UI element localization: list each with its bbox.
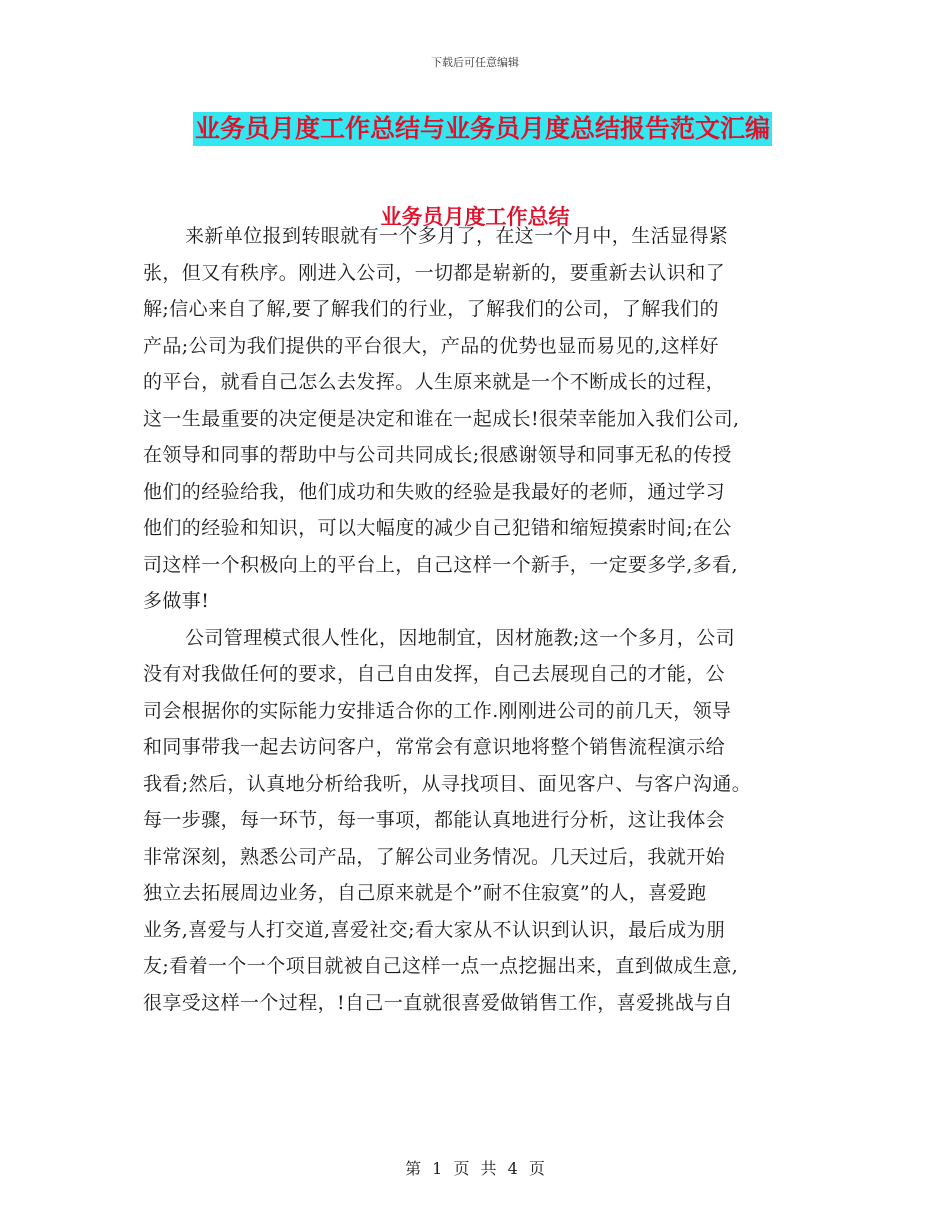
text-line: 每一步骤，每一环节，每一事项，都能认真地进行分析，这让我体会 — [143, 809, 726, 831]
text-line: 业务,喜爱与人打交道,喜爱社交;看大家从不认识到认识，最后成为朋 — [143, 918, 726, 941]
text-line: 多做事! — [143, 590, 210, 612]
text-line: 解;信心来自了解,要了解我们的行业，了解我们的公司，了解我们的 — [143, 298, 719, 320]
text-line: 我看;然后，认真地分析给我听，从寻找项目、面见客户、与客户沟通。 — [143, 772, 752, 795]
text-line: 非常深刻，熟悉公司产品，了解公司业务情况。几天过后，我就开始 — [143, 845, 726, 868]
text-line: 他们的经验给我，他们成功和失败的经验是我最好的老师，通过学习 — [143, 480, 726, 503]
text-line: 这一生最重要的决定便是决定和谁在一起成长!很荣幸能加入我们公司, — [143, 407, 740, 430]
text-line: 来新单位报到转眼就有一个多月了，在这一个月中，生活显得紧 — [185, 225, 729, 247]
page-footer: 第 1 页 共 4 页 — [405, 1159, 545, 1178]
text-line: 很享受这样一个过程，!自己一直就很喜爱做销售工作，喜爱挑战与自 — [143, 991, 734, 1014]
header-note: 下载后可任意编辑 — [431, 56, 519, 69]
text-line: 独立去拓展周边业务，自己原来就是个”耐不住寂寞”的人，喜爱跑 — [143, 882, 707, 904]
body-text — [143, 218, 823, 1021]
text-line: 公司管理模式很人性化，因地制宜，因材施教;这一个多月，公司 — [185, 626, 736, 649]
text-line: 没有对我做任何的要求，自己自由发挥，自己去展现自己的才能，公 — [143, 663, 726, 685]
document-title: 业务员月度工作总结与业务员月度总结报告范文汇编 — [193, 112, 772, 146]
text-line: 产品;公司为我们提供的平台很大，产品的优势也显而易见的,这样好 — [143, 334, 719, 357]
section-title: 业务员月度工作总结 — [380, 205, 570, 229]
text-line: 司会根据你的实际能力安排适合你的工作.刚刚进公司的前几天，领导 — [143, 699, 732, 722]
text-line: 他们的经验和知识，可以大幅度的减少自己犯错和缩短摸索时间;在公 — [143, 517, 732, 539]
text-line: 和同事带我一起去访问客户，常常会有意识地将整个销售流程演示给 — [143, 736, 726, 758]
text-line: 的平台，就看自己怎么去发挥。人生原来就是一个不断成长的过程， — [143, 371, 726, 393]
text-line: 张，但又有秩序。刚进入公司，一切都是崭新的，要重新去认识和了 — [143, 261, 726, 284]
text-line: 友;看着一个一个项目就被自己这样一点一点挖掘出来，直到做成生意, — [143, 955, 739, 977]
text-line: 司这样一个积极向上的平台上，自己这样一个新手，一定要多学,多看, — [143, 553, 738, 576]
text-line: 在领导和同事的帮助中与公司共同成长;很感谢领导和同事无私的传授 — [143, 444, 732, 466]
